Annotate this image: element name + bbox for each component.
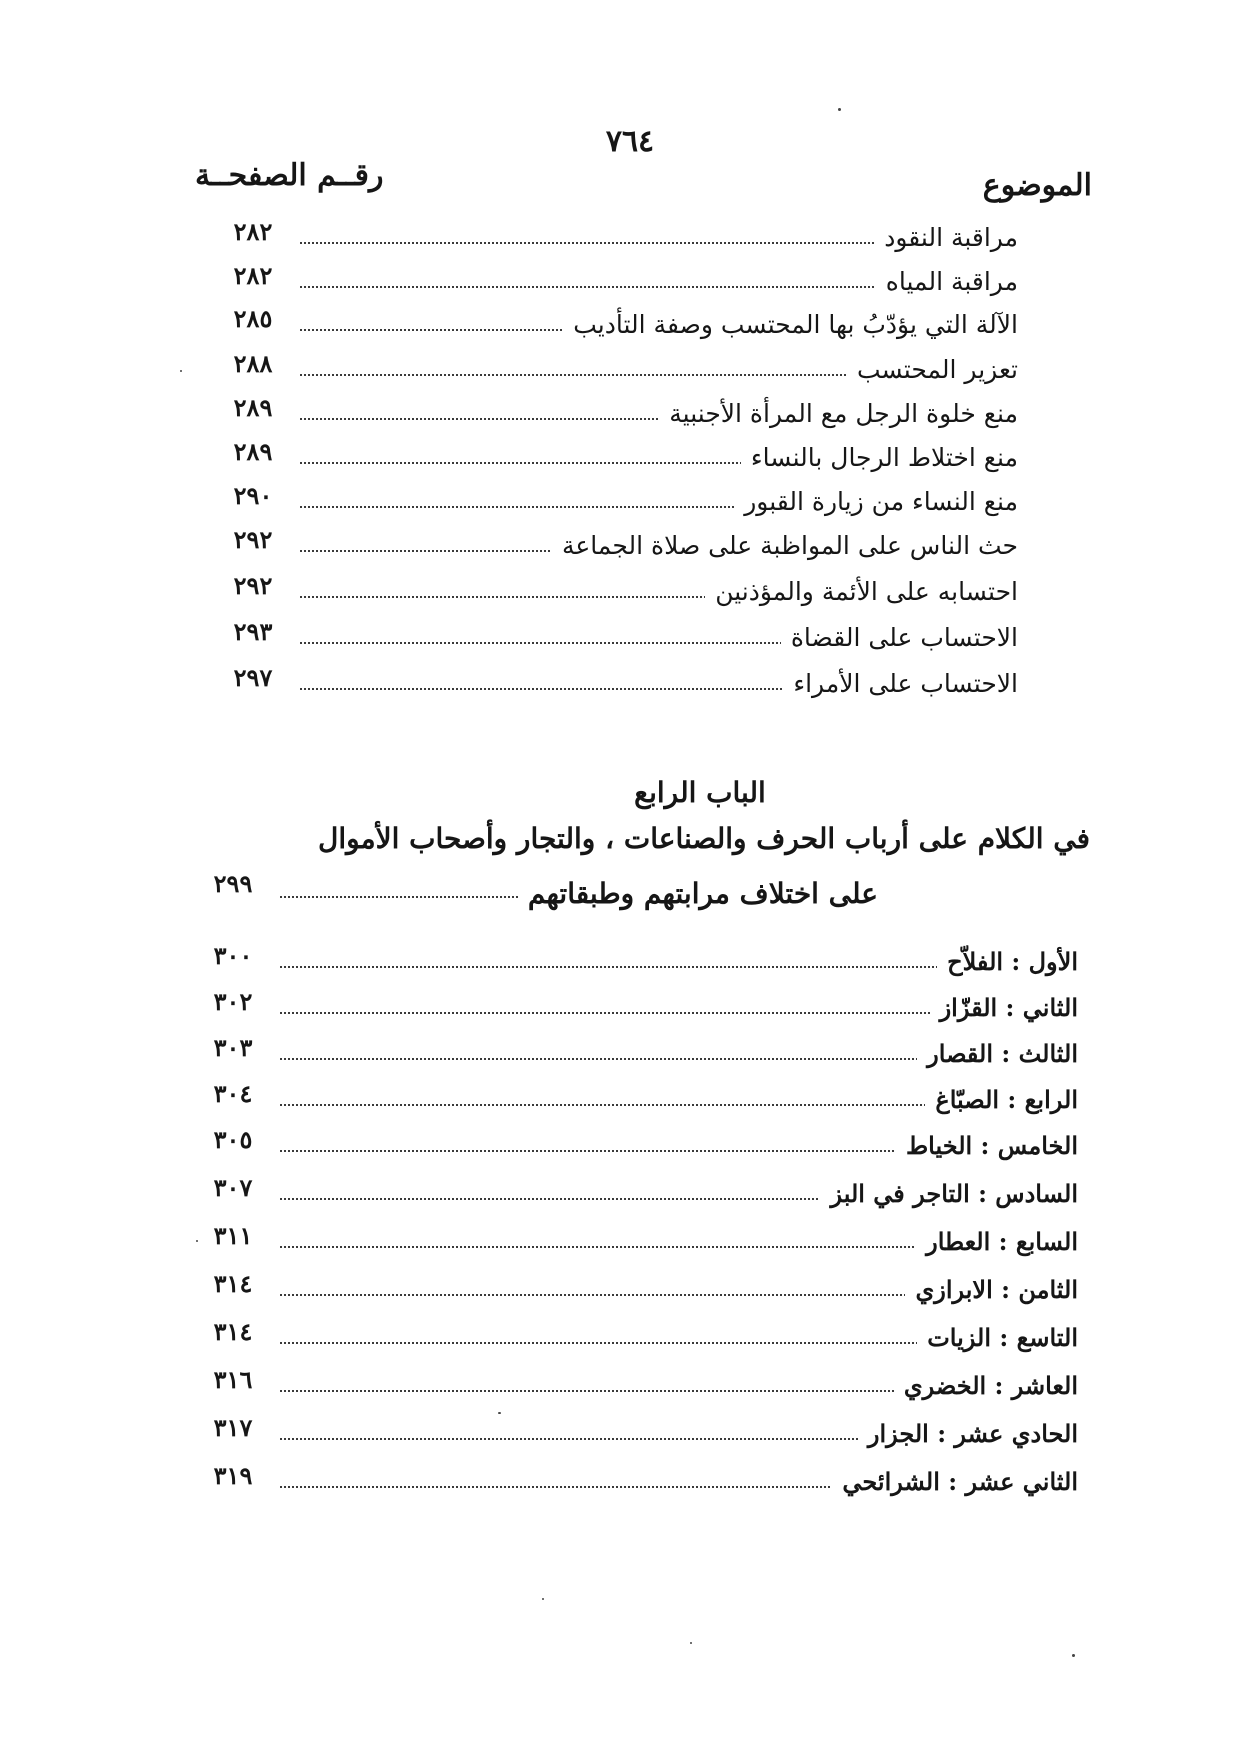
scan-speck	[498, 1412, 501, 1414]
toc-entry-title: الثامن : الابرازي	[905, 1270, 1078, 1310]
toc-entry-title: الرابع : الصبّاغ	[925, 1080, 1078, 1120]
chapter-subtitle-line1: في الكلام على أرباب الحرف والصناعات ، والتجار وأصحاب الأموال	[318, 822, 1090, 855]
toc-entry-page: ٢٩٣	[233, 617, 273, 646]
toc-entry	[213, 1173, 1078, 1214]
toc-entry	[233, 261, 1018, 302]
toc-entry	[213, 1317, 1078, 1358]
toc-entry	[233, 349, 1018, 390]
toc-entry-title: الخامس : الخياط	[896, 1126, 1078, 1166]
toc-entry-title: السابع : العطار	[916, 1222, 1078, 1262]
toc-entry-title: التاسع : الزيات	[917, 1318, 1078, 1358]
toc-entry-page: ٢٨٥	[233, 304, 273, 333]
toc-entry-title: احتسابه على الأئمة والمؤذنين	[705, 572, 1018, 612]
toc-entry	[233, 304, 1018, 345]
toc-entry-page: ٣٠٥	[213, 1125, 253, 1154]
chapter-subtitle-line2: على اختلاف مرابتهم وطبقاتهم	[518, 874, 878, 914]
toc-entry-title: منع النساء من زيارة القبور	[734, 482, 1018, 522]
scan-speck	[542, 1598, 544, 1600]
toc-entry-title: حث الناس على المواظبة على صلاة الجماعة	[552, 526, 1018, 566]
toc-entry	[213, 1269, 1078, 1310]
toc-entry-page: ٢٨٢	[233, 261, 273, 290]
scan-speck	[1072, 1654, 1075, 1657]
toc-entry	[213, 1365, 1078, 1406]
toc-entry-page: ٣١٩	[213, 1461, 253, 1490]
toc-entry-page: ٢٨٨	[233, 349, 273, 378]
toc-entry-title: الاحتساب على القضاة	[781, 618, 1018, 658]
column-header-page: رقــم الصفحــة	[195, 158, 384, 193]
toc-entry-page: ٢٩٧	[233, 663, 273, 692]
toc-entry	[233, 525, 1018, 566]
toc-entry	[233, 617, 1018, 658]
toc-entry	[233, 571, 1018, 612]
toc-entry-title: الثاني عشر : الشرائحي	[832, 1462, 1078, 1502]
toc-entry-title: مراقبة النقود	[874, 218, 1018, 258]
page-number: ٧٦٤	[605, 124, 655, 159]
toc-entry-title: الآلة التي يؤدّبُ بها المحتسب وصفة التأديب	[563, 305, 1018, 345]
toc-entry	[213, 1221, 1078, 1262]
toc-entry	[213, 1413, 1078, 1454]
scan-speck	[690, 1642, 692, 1644]
toc-entry-page: ٣٠٢	[213, 987, 253, 1016]
toc-entry-page: ٢٨٩	[233, 437, 273, 466]
toc-entry-page: ٣١٦	[213, 1365, 253, 1394]
toc-entry	[233, 393, 1018, 434]
toc-entry-page: ٣١٤	[213, 1269, 253, 1298]
toc-entry-page: ٢٨٩	[233, 393, 273, 422]
toc-entry-page: ٢٨٢	[233, 217, 273, 246]
toc-entry-page: ٣١٤	[213, 1317, 253, 1346]
toc-entry-title: العاشر : الخضري	[894, 1366, 1078, 1406]
scan-speck	[196, 1240, 198, 1242]
toc-entry-page: ٢٩٠	[233, 481, 273, 510]
toc-entry-title: الثالث : القصار	[917, 1034, 1078, 1074]
toc-entry-page: ٢٩٢	[233, 525, 273, 554]
toc-entry-title: الحادي عشر : الجزار	[858, 1414, 1078, 1454]
column-header-topic: الموضوع	[982, 168, 1092, 203]
toc-entry-title: منع خلوة الرجل مع المرأة الأجنبية	[659, 394, 1018, 434]
toc-entry	[213, 941, 1078, 982]
toc-entry	[213, 987, 1078, 1028]
toc-entry-title: الاحتساب على الأمراء	[783, 664, 1018, 704]
toc-entry-page: ٣١٧	[213, 1413, 253, 1442]
toc-entry	[213, 1033, 1078, 1074]
toc-entry	[233, 481, 1018, 522]
toc-entry	[233, 437, 1018, 478]
toc-entry	[213, 1125, 1078, 1166]
toc-entry-page: ٣٠٤	[213, 1079, 253, 1108]
chapter-page: ٢٩٩	[213, 869, 253, 898]
toc-entry-page: ٣١١	[213, 1221, 253, 1250]
toc-entry-page: ٣٠٠	[213, 941, 253, 970]
toc-entry-page: ٢٩٢	[233, 571, 273, 600]
toc-entry-title: الأول : الفلاّح	[937, 942, 1078, 982]
toc-entry-title: الثاني : القزّاز	[930, 988, 1078, 1028]
toc-entry-title: مراقبة المياه	[876, 262, 1018, 302]
scan-speck	[838, 108, 841, 111]
toc-entry-title: منع اختلاط الرجال بالنساء	[741, 438, 1018, 478]
toc-entry	[213, 1461, 1078, 1502]
toc-entry-page: ٣٠٣	[213, 1033, 253, 1062]
chapter-subtitle-row	[213, 869, 878, 914]
toc-entry	[233, 217, 1018, 258]
toc-entry-title: السادس : التاجر في البز	[820, 1174, 1078, 1214]
chapter-title: الباب الرابع	[634, 776, 766, 809]
toc-entry-title: تعزير المحتسب	[847, 350, 1018, 390]
toc-entry	[213, 1079, 1078, 1120]
toc-entry	[233, 663, 1018, 704]
toc-entry-page: ٣٠٧	[213, 1173, 253, 1202]
scan-speck	[180, 370, 182, 372]
